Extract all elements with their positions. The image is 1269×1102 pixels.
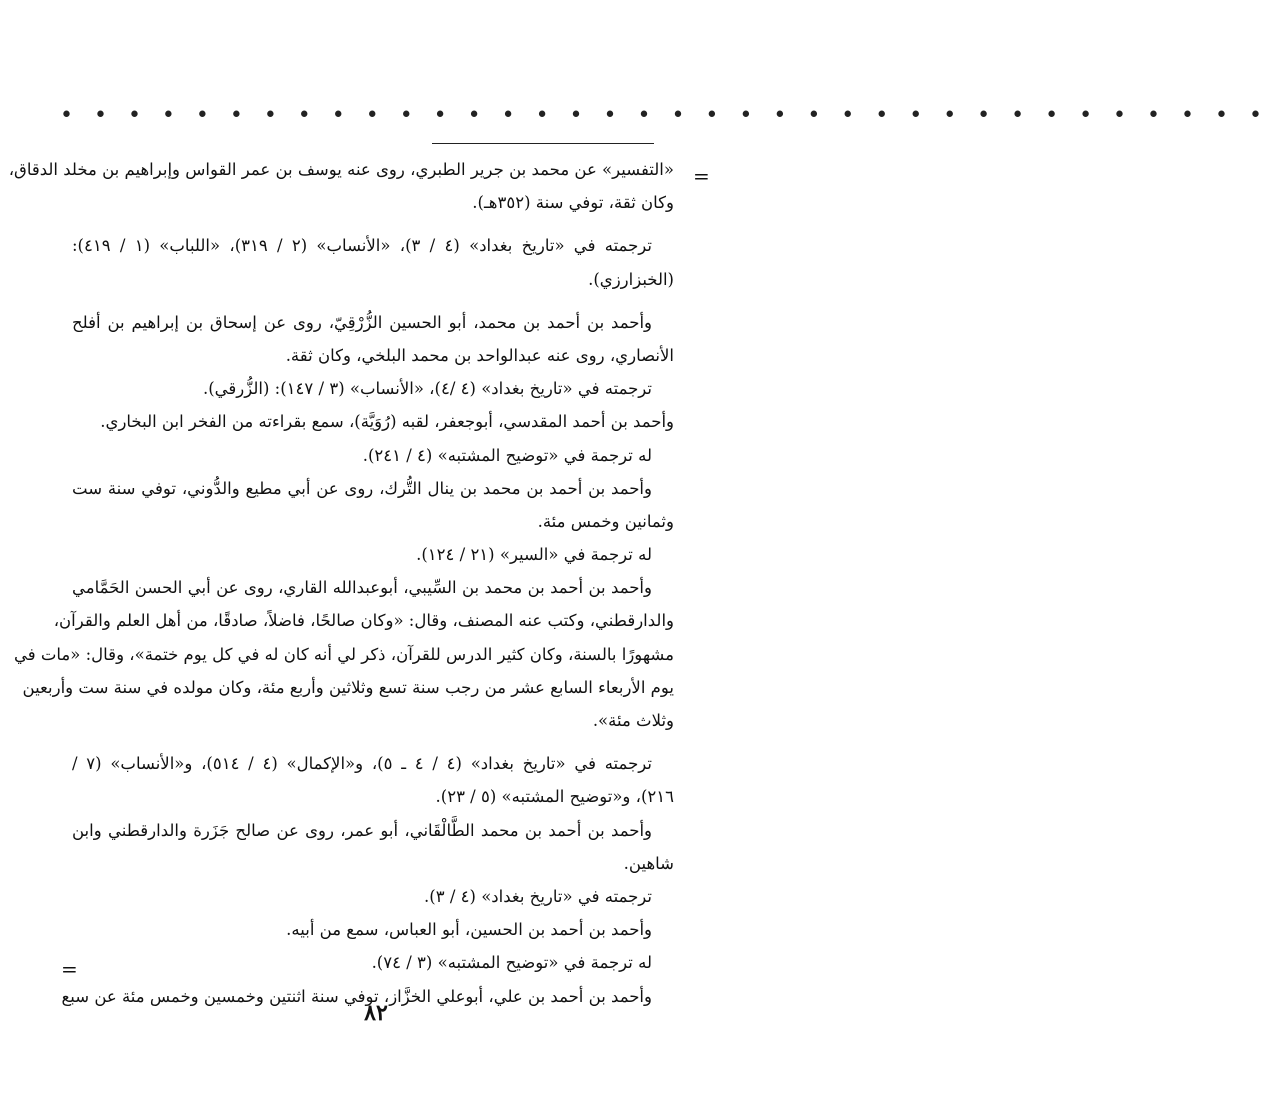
text-line: وأحمد بن أحمد بن محمد الطَّالْقَاني، أبو عمر، روى عن صالح جَزَرة والدارقطني وابن xyxy=(72,820,652,840)
text-line: والدارقطني، وكتب عنه المصنف، وقال: «وكان صالحًا، فاضلاً، صادقًا، من أهل العلم والقرآن، xyxy=(53,611,674,631)
text-line: «التفسير» عن محمد بن جرير الطبري، روى عنه يوسف بن عمر القواس وإبراهيم بن مخلد الدقاق، xyxy=(8,160,674,179)
text-line: وأحمد بن أحمد بن محمد بن السِّيبي، أبوعبدالله القاري، روى عن أبي الحسن الحَمَّامي xyxy=(72,578,652,598)
page-number: ٨٢ xyxy=(364,1000,388,1026)
continuation-marker-top: = xyxy=(693,164,710,188)
text-line: ترجمته في «تاريخ بغداد» (٤ / ٣). xyxy=(424,886,652,906)
text-line: له ترجمة في «السير» (٢١ / ١٢٤). xyxy=(416,545,652,565)
continuation-marker-bottom: = xyxy=(61,957,78,981)
text-line: ترجمته في «تاريخ بغداد» (٤ / ٣)، «الأنساب» (٢ / ٣١٩)، «اللباب» (١ / ٤١٩): xyxy=(72,236,652,256)
text-line: (الخبزارزي). xyxy=(588,269,674,289)
dotted-separator: • • • • • • • • • • • • • • • • • • • • • • • • • • • • • • • • • • • • xyxy=(60,103,1269,128)
text-line: وأحمد بن أحمد بن علي، أبوعلي الخزَّاز، توفي سنة اثنتين وخمسين وخمس مئة عن سبع xyxy=(61,986,652,1006)
text-line: وأحمد بن أحمد بن الحسين، أبو العباس، سمع من أبيه. xyxy=(286,920,652,940)
text-line: مشهورًا بالسنة، وكان كثير الدرس للقرآن، ذكر لي أنه كان له في كل يوم ختمة»، وقال: «مات في xyxy=(13,644,674,664)
text-line: وأحمد بن أحمد المقدسي، أبوجعفر، لقبه (رُوَيَّة)، سمع بقراءته من الفخر ابن البخاري. xyxy=(100,412,674,432)
text-line: وثلاث مئة». xyxy=(592,711,674,730)
footnote-rule xyxy=(432,143,654,144)
text-line: ترجمته في «تاريخ بغداد» (٤ / ٤ ـ ٥)، و«الإكمال» (٤ / ٥١٤)، و«الأنساب» (٧ / xyxy=(72,754,652,774)
text-line: وأحمد بن أحمد بن محمد، أبو الحسين الزُّرْقِيّ، روى عن إسحاق بن إبراهيم بن أفلح xyxy=(72,312,652,332)
text-line: له ترجمة في «توضيح المشتبه» (٤ / ٢٤١). xyxy=(362,445,652,465)
text-line: ترجمته في «تاريخ بغداد» (٤ /٤)، «الأنساب» (٣ / ١٤٧): (الزُّرقي). xyxy=(202,379,652,399)
text-line: وكان ثقة، توفي سنة (٣٥٢هـ). xyxy=(472,193,674,213)
footnote-text xyxy=(8,153,674,1013)
text-line: الأنصاري، روى عنه عبدالواحد بن محمد البلخي، وكان ثقة. xyxy=(285,345,674,365)
text-line: يوم الأربعاء السابع عشر من رجب سنة تسع وثلاثين وأربع مئة، وكان مولده في سنة ست وأربعين xyxy=(22,677,674,697)
text-line: شاهين. xyxy=(623,853,674,873)
text-line: ٢١٦)، و«توضيح المشتبه» (٥ / ٢٣). xyxy=(435,787,674,807)
text-line: وثمانين وخمس مئة. xyxy=(537,511,674,531)
text-line: وأحمد بن أحمد بن محمد بن ينال التُّرك، روى عن أبي مطيع والدُّوني، توفي سنة ست xyxy=(72,478,652,498)
text-line: له ترجمة في «توضيح المشتبه» (٣ / ٧٤). xyxy=(371,953,652,973)
